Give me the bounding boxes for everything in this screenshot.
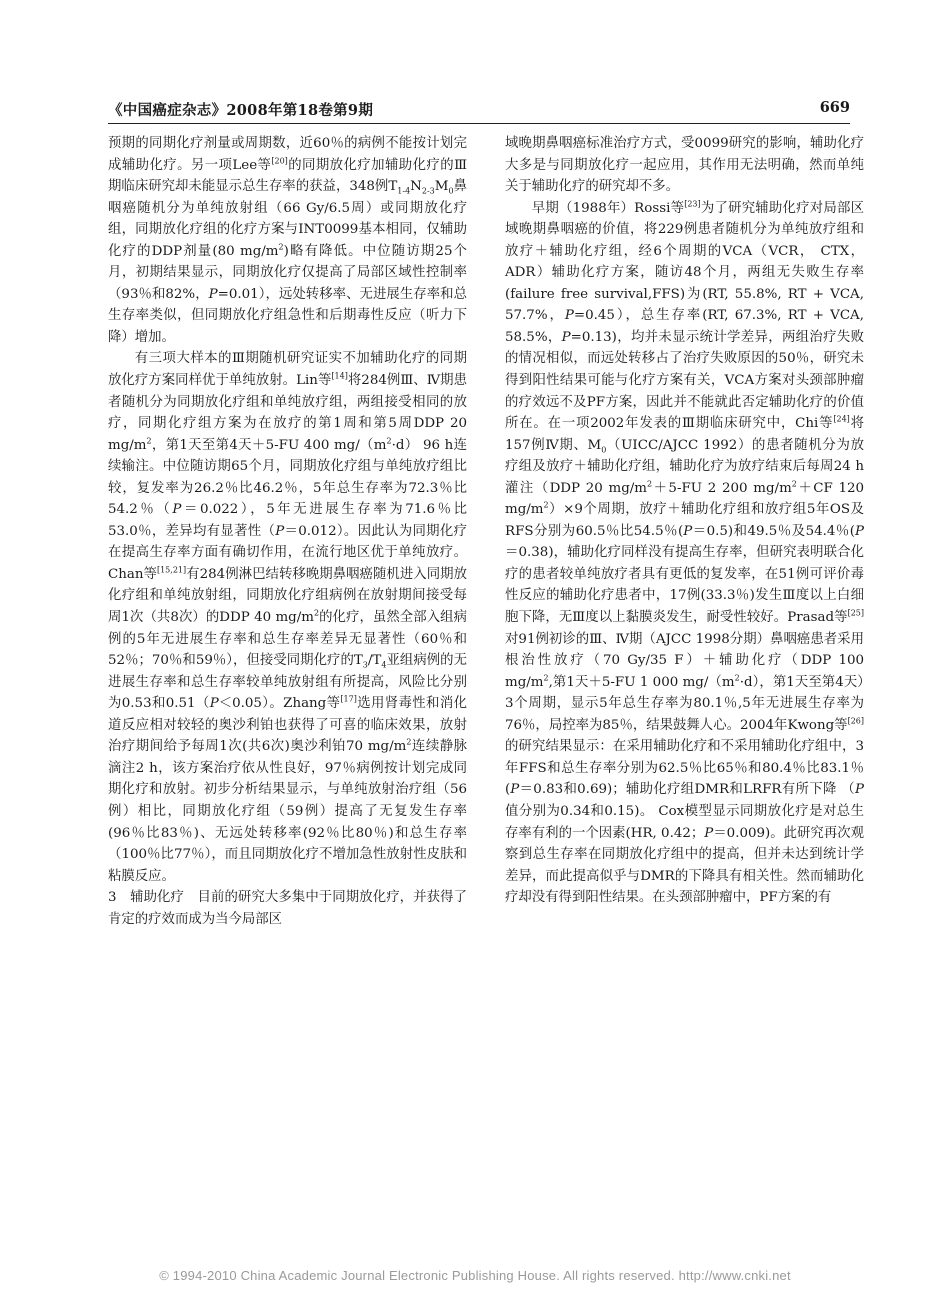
page-number: 669 xyxy=(819,99,850,116)
right-column xyxy=(505,133,864,909)
citation: [26] xyxy=(847,716,864,726)
paragraph: 预期的同期化疗剂量或周期数，近60％的病例不能按计划完成辅助化疗。另一项Lee等[20]的同期放化疗加辅助化疗的Ⅲ期临床研究却未能显示总生存率的获益，348例$T_{1-4}N_{2-3}M_0$鼻咽癌随机分为单纯放射组（66 Gy/6.5周）或同期放化疗组，同期放化疗组的化疗方案与INT0099基本相同，仅辅助化疗的DDP剂量(80 $mg/m^2$)略有降低。中位随访期25个月，初期结果显示，同期放化疗仅提高了局部区域性控制率（93％和82%，P=0.01），远处转移率、无进展生存率和总生存率类似，但同期放化疗组急性和后期毒性反应（听力下降）增加。 xyxy=(108,136,468,345)
running-header xyxy=(108,97,850,124)
left-column xyxy=(108,133,467,930)
paragraph: 早期（1988年）Rossi等[23]为了研究辅助化疗对局部区域晚期鼻咽癌的价值，将229例患者随机分为单纯放疗组和放疗＋辅助化疗组，经6个周期的VCA（VCR， CTX， ADR）辅助化疗方案，随访48个月，两组无失败生存率(failure free survival,FFS)为(RT, 55.8%, RT + VCA, 57.7%，P=0.45），总生存率(RT, 67.3%, RT + VCA, 58.5%，P=0.13)，均并未显示统计学差异，两组治疗失败的情况相似，而远处转移占了治疗失败原因的50％，研究未得到阳性结果可能与化疗方案有关，VCA方案对头颈部肿瘤的疗效远不及PF方案，因此并不能就此否定辅助化疗的价值所在。在一项2002年发表的Ⅲ期临床研究中，Chi等[24]将157例Ⅳ期、$M_0(UICC$/AJCC 1992）的患者随机分为放疗组及放疗＋辅助化疗组，辅助化疗为放疗结束后每周24 h灌注（DDP 20 $mg/m^2+5-FU$ 2 200 $mg/m^2+CF$ 120 $mg/m^2)\times 9$个周期，放疗＋辅助化疗组和放疗组5年OS及RFS分别为60.5％比54.5％(P＝0.5)和49.5％及54.4％(P＝0.38)，辅助化疗同样没有提高生存率，但研究表明联合化疗的患者较单纯放疗者具有更低的复发率，在51例可评价毒性反应的辅助化疗患者中，17例(33.3％)发生Ⅲ度以上白细胞下降，无Ⅲ度以上黏膜炎发生，耐受性较好。Prasad等[25]对91例初诊的Ⅲ、Ⅳ期（AJCC 1998分期）鼻咽癌患者采用根治性放疗（70 Gy/35 F）＋辅助化疗（DDP 100 $mg/m^2$,第1天＋5-FU 1 000 $mg/(m^2\cdot d)$，第1天至第4天）3个周期，显示5年总生存率为80.1％,5年无进展生存率为76％，局控率为85％，结果鼓舞人心。2004年Kwong等[26]的研究结果显示：在采用辅助化疗和不采用辅助化疗组中，3年FFS和总生存率分别为62.5％比65％和80.4％比83.1％(P＝0.83和0.69)；辅助化疗组DMR和LRFR有所下降 （P值分别为0.34和0.15)。 Cox模型显示同期放化疗是对总生存率有利的一个因素(HR, 0.42；P＝0.009)。此研究再次观察到总生存率在同期放化疗组中的提高，但并未达到统计学差异，而此提高似乎与DMR的下降具有相关性。然而辅助化疗却没有得到阳性结果。在头颈部肿瘤中，PF方案的有 xyxy=(505,199,865,906)
journal-title: 《中国癌症杂志》2008年第18卷第9期 xyxy=(108,102,374,119)
citation: [25] xyxy=(847,608,864,618)
citation: [15,21] xyxy=(156,565,187,575)
citation: [14] xyxy=(331,371,348,381)
citation: [24] xyxy=(833,414,850,424)
citation: [20] xyxy=(271,156,288,166)
section-paragraph: 3 辅助化疗 目前的研究大多集中于同期放化疗，并获得了肯定的疗效而成为当今局部区 xyxy=(108,890,467,927)
citation: [23] xyxy=(684,199,701,209)
copyright-footer: © 1994-2010 China Academic Journal Electronic Publishing House. All rights reserved. http://www.cnki.net xyxy=(159,1268,791,1283)
paragraph: 域晚期鼻咽癌标准治疗方式，受0099研究的影响，辅助化疗大多是与同期放化疗一起应用，其作用无法明确，然而单纯关于辅助化疗的研究却不多。 xyxy=(505,136,864,195)
paragraph: 有三项大样本的Ⅲ期随机研究证实不加辅助化疗的同期放化疗方案同样优于单纯放射。Lin等[14]将284例Ⅲ、Ⅳ期患者随机分为同期放化疗组和单纯放疗组，两组接受相同的放疗，同期化疗组方案为在放疗的第1周和第5周DDP 20 $mg/m^2$，第1天至第4天＋5-FU 400 $mg/(m^2\cdot d)$ 96 h连续输注。中位随访期65个月，同期放化疗组与单纯放疗组比较，复发率为26.2％比46.2％，5年总生存率为72.3％比54.2％（P＝0.022），5年无进展生存率为71.6％比53.0％，差异均有显著性（P＝0.012）。因此认为同期化疗在提高生存率方面有确切作用，在流行地区优于单纯放疗。Chan等[15,21]有284例淋巴结转移晚期鼻咽癌随机进入同期放化疗组和单纯放射组，同期放化疗组病例在放射期间接受每周1次（共8次）的DDP 40 $mg/m^2$的化疗，虽然全部入组病例的5年无进展生存率和总生存率差异无显著性（60％和52％；70％和59％），但接受同期化疗的$T_3/T_4$亚组病例的无进展生存率和总生存率较单纯放射组有所提高，风险比分别为0.53和0.51（P＜0.05）。Zhang等[17]选用肾毒性和消化道反应相对较轻的奥沙利铂也获得了可喜的临床效果，放射治疗期间给予每周1次(共6次)奥沙利铂70 $mg/m^2$连续静脉滴注2 h，该方案治疗依从性良好，97％病例按计划完成同期化疗和放射。初步分析结果显示，与单纯放射治疗组（56例）相比，同期放化疗组（59例）提高了无复发生存率(96％比83％)、无远处转移率(92％比80％)和总生存率（100％比77％），而且同期放化疗不增加急性放射性皮肤和粘膜反应。 xyxy=(108,351,468,884)
citation: [17] xyxy=(340,694,357,704)
